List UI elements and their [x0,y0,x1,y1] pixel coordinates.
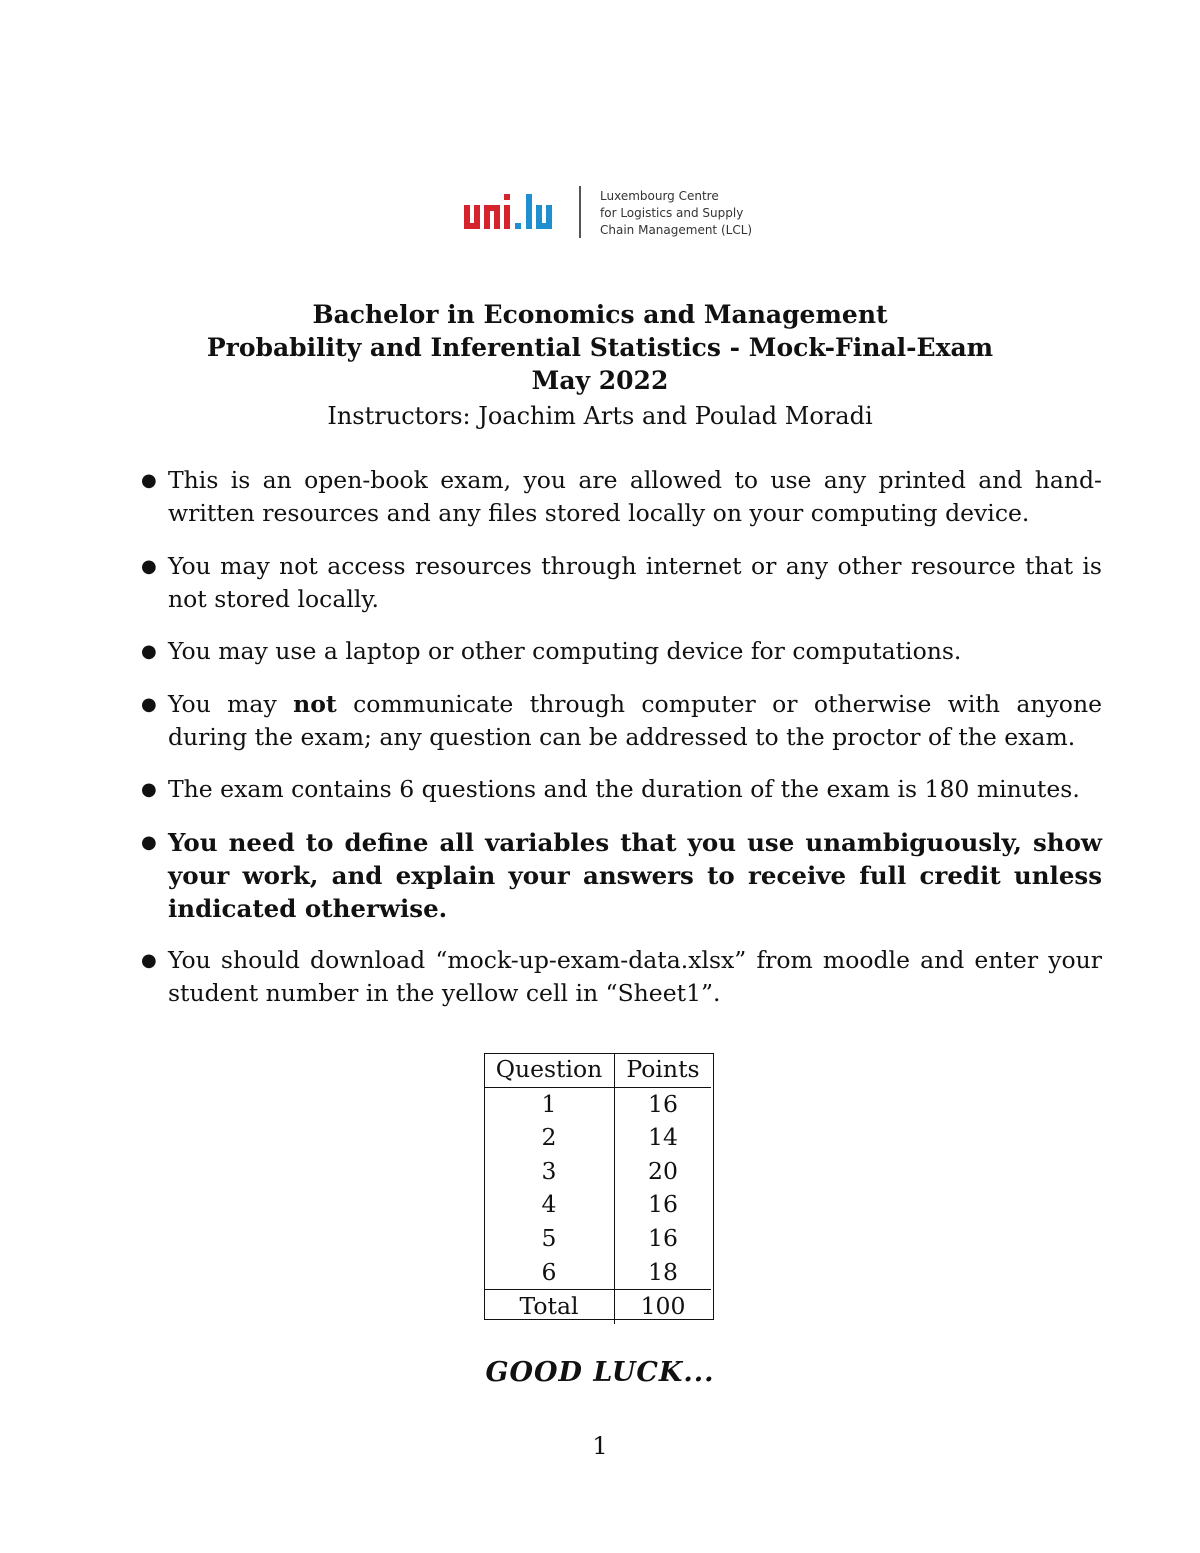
rule-text-pre: You may [168,689,294,718]
rule-item [140,550,1102,616]
table-row [484,1087,711,1121]
question-cell: 6 [484,1256,615,1290]
points-cell: 20 [648,1156,678,1185]
bullet-icon: ● [141,470,157,491]
column-header-question: Question [484,1053,615,1087]
points-cell: 16 [648,1223,678,1252]
org-line-2: for Logistics and Supply [600,206,744,220]
organization-name [600,188,752,239]
rule-item [140,688,1102,754]
rule-text: You may not access resources through internet or any other resource that is not stored locally. [168,551,1102,613]
question-cell: 1 [484,1087,615,1121]
bullet-icon: ● [141,555,157,577]
exam-rules-list [140,464,1102,1030]
exam-title-block [0,298,1200,435]
table-row [484,1155,711,1189]
total-label-cell: Total [484,1290,615,1324]
question-cell: 4 [484,1188,615,1222]
org-line-3: Chain Management (LCL) [600,223,753,237]
rule-text: This is an open-book exam, you are allowed to use any printed and hand-written resources and any files stored locally on your computing device. [168,466,1102,527]
points-table [484,1053,711,1324]
points-cell: 16 [648,1190,678,1219]
bullet-icon: ● [141,693,157,715]
column-header-points: Points [615,1053,712,1087]
bullet-icon: ● [141,779,157,800]
points-cell: 16 [648,1089,678,1118]
course-title: Probability and Inferential Statistics - Mock-Final-Exam [206,333,994,362]
page-number: 1 [592,1432,608,1460]
table-header-row [484,1053,711,1087]
rule-item [140,464,1102,530]
rule-item [140,944,1102,1010]
question-cell: 5 [484,1222,615,1256]
closing-message: GOOD LUCK... [485,1357,715,1388]
question-cell: 3 [484,1155,615,1189]
rule-text: The exam contains 6 questions and the duration of the exam is 180 minutes. [168,775,1080,803]
question-cell: 2 [484,1121,615,1155]
table-row [484,1121,711,1155]
rule-text: You may use a laptop or other computing device for computations. [168,637,962,665]
points-cell: 18 [648,1257,678,1286]
table-row [484,1222,711,1256]
rule-emphasis: not [293,689,337,718]
total-points-cell: 100 [615,1290,712,1324]
org-line-1: Luxembourg Centre [600,189,719,203]
bullet-icon: ● [141,641,157,662]
table-total-row [484,1290,711,1324]
rule-item [140,773,1102,806]
exam-date: May 2022 [531,366,669,395]
rule-text: You should download “mock-up-exam-data.xlsx” from moodle and enter your student number in the yellow cell in “Sheet1”. [168,946,1102,1007]
uni-lu-wordmark-graphic [462,186,602,240]
table-row [484,1188,711,1222]
bullet-icon: ● [141,950,157,971]
rule-item-emphasized [140,826,1102,925]
rule-text-post: communicate through computer or otherwise with anyone during the exam; any question can be addressed to the proctor of the exam. [168,689,1103,751]
rule-item [140,635,1102,668]
rule-text: You need to define all variables that you use unambiguously, show your work, and explain your answers to receive full credit unless indicated otherwise. [168,827,1102,923]
instructors: Instructors: Joachim Arts and Poulad Moradi [327,402,873,430]
points-cell: 14 [648,1123,678,1152]
bullet-icon: ● [141,831,157,853]
table-row [484,1256,711,1290]
program-title: Bachelor in Economics and Management [312,300,888,329]
